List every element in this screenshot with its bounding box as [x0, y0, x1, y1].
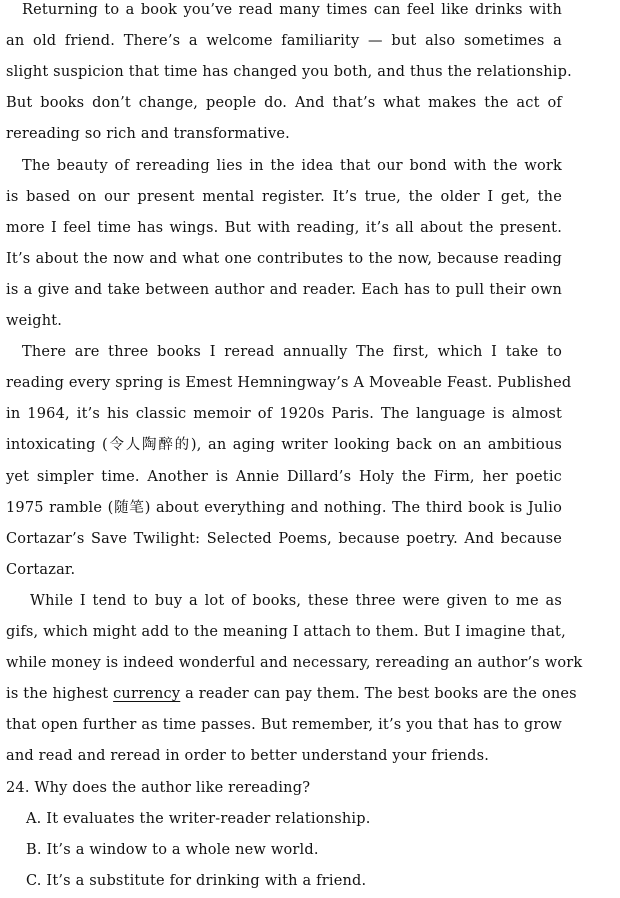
underlined-word: currency	[113, 686, 181, 703]
paragraph-2-line-4: It’s about the now and what one contributes to the now, because reading	[6, 250, 562, 267]
paragraph-3-line-1: There are three books I reread annually The first, which I take to	[22, 344, 562, 361]
paragraph-3-line-7: Cortazar’s Save Twilight: Selected Poems, because poetry. And because	[6, 530, 562, 547]
paragraph-1-line-3: slight suspicion that time has changed you both, and thus the relationship.	[6, 64, 572, 81]
paragraph-4-line-3: while money is indeed wonderful and necessary, rereading an author’s work	[6, 655, 583, 672]
answer-option-a: A. It evaluates the writer-reader relationship.	[26, 810, 371, 827]
paragraph-3-line-4: intoxicating (令人陶醉的), an aging writer looking back on an ambitious	[6, 437, 562, 454]
paragraph-3-line-3: in 1964, it’s his classic memoir of 1920s Paris. The language is almost	[6, 406, 562, 423]
paragraph-1-line-2: an old friend. There’s a welcome familiarity — but also sometimes a	[6, 33, 562, 50]
paragraph-2-line-1: The beauty of rereading lies in the idea that our bond with the work	[22, 157, 562, 174]
paragraph-4-line-6: and read and reread in order to better understand your friends.	[6, 748, 490, 765]
paragraph-4-line-5: that open further as time passes. But remember, it’s you that has to grow	[6, 717, 562, 734]
answer-option-c: C. It’s a substitute for drinking with a friend.	[26, 872, 367, 889]
paragraph-2-line-3: more I feel time has wings. But with reading, it’s all about the present.	[6, 219, 562, 236]
paragraph-4-line-2: gifs, which might add to the meaning I attach to them. But I imagine that,	[6, 624, 566, 640]
paragraph-1-line-1: Returning to a book you’ve read many times can feel like drinks with	[22, 2, 562, 18]
answer-option-b: B. It’s a window to a whole new world.	[26, 841, 319, 858]
question-stem: 24. Why does the author like rereading?	[6, 779, 311, 796]
paragraph-4-line-4	[6, 679, 577, 710]
paragraph-3-line-5: yet simpler time. Another is Annie Dillard’s Holy the Firm, her poetic	[6, 468, 562, 485]
paragraph-3-line-2: reading every spring is Emest Hemningway’s A Moveable Feast. Published	[6, 375, 572, 392]
paragraph-4-line-1: While I tend to buy a lot of books, these three were given to me as	[30, 592, 562, 609]
paragraph-3-line-6: 1975 ramble (随笔) about everything and nothing. The third book is Julio	[6, 499, 562, 516]
line-text-pre: is the highest	[6, 686, 114, 703]
paragraph-1-line-5: rereading so rich and transformative.	[6, 126, 290, 143]
paragraph-2-line-5: is a give and take between author and reader. Each has to pull their own	[6, 281, 562, 298]
paragraph-2-line-6: weight.	[6, 313, 63, 329]
paragraph-3-line-8: Cortazar.	[6, 561, 76, 578]
paragraph-1-line-4: But books don’t change, people do. And that’s what makes the act of	[6, 95, 562, 112]
line-text-post: a reader can pay them. The best books are the ones	[180, 686, 577, 703]
paragraph-2-line-2: is based on our present mental register. It’s true, the older I get, the	[6, 188, 562, 205]
